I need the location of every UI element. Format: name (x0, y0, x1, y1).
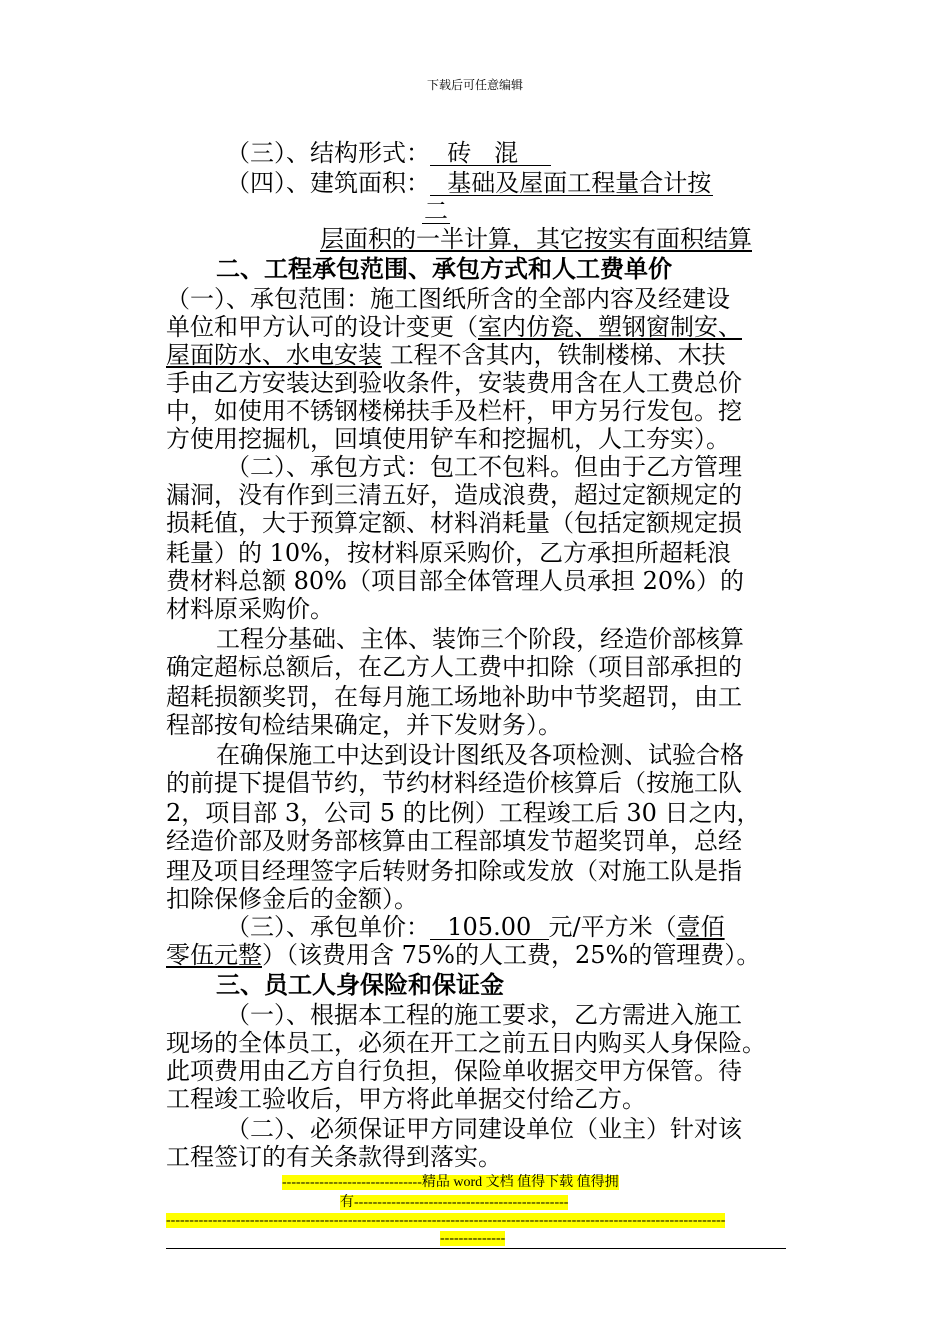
save-line-6: 扣除保修金后的金额）。 (166, 885, 418, 913)
method-line-2: 漏洞，没有作到三清五好，造成浪费，超过定额规定的 (166, 481, 742, 509)
save-line-3: 2，项目部 3，公司 5 的比例）工程竣工后 30 日之内， (166, 799, 761, 827)
insurance-line-1: （一）、根据本工程的施工要求，乙方需进入施工 (226, 1001, 742, 1029)
scope-line-5: 中，如使用不锈钢楼梯扶手及栏杆，甲方另行发包。挖 (166, 397, 742, 425)
page-header: 下载后可任意编辑 (426, 78, 523, 92)
area-value-continued: 二 (424, 197, 448, 225)
footer-line-2: 有---------------------------------------------- (340, 1195, 569, 1210)
footer-line-4: -------------- (440, 1231, 506, 1246)
method-line-4: 耗量）的 10%，按材料原采购价，乙方承担所超耗浪 (166, 539, 731, 567)
price-value: 105.00 (432, 913, 547, 941)
structure-label: （三）、结构形式： (226, 139, 430, 167)
insurance-line-4: 工程竣工验收后，甲方将此单据交付给乙方。 (166, 1085, 646, 1113)
insurance-line-5: （二）、必须保证甲方同建设单位（业主）针对该 (226, 1115, 742, 1143)
method-line-3: 损耗值，大于预算定额、材料消耗量（包括定额规定损 (166, 509, 742, 537)
stage-line-4: 程部按旬检结果确定，并下发财务）。 (166, 711, 562, 739)
scope-line-1: （一）、承包范围：施工图纸所含的全部内容及经建设 (166, 285, 730, 313)
area-label: （四）、建筑面积： (226, 169, 430, 197)
save-line-4: 经造价部及财务部核算由工程部填发节超奖罚单，总经 (166, 827, 742, 855)
scope-line-4: 手由乙方安装达到验收条件，安装费用含在人工费总价 (166, 369, 742, 397)
scope-line-2: 单位和甲方认可的设计变更（室内仿瓷、塑钢窗制安、 (166, 313, 742, 341)
structure-line (226, 138, 846, 168)
footer-rule (166, 1248, 786, 1249)
stage-line-2: 确定超标总额后，在乙方人工费中扣除（项目部承担的 (166, 653, 742, 681)
area-value: 基础及屋面工程量合计按 (432, 169, 712, 197)
price-line-2: 零伍元整）（该费用含 75%的人工费，25%的管理费）。 (166, 941, 761, 969)
scope-line-6: 方使用挖掘机，回填使用铲车和挖掘机，人工夯实）。 (166, 425, 730, 453)
area-line (226, 168, 846, 198)
method-line-1: （二）、承包方式：包工不包料。但由于乙方管理 (226, 453, 742, 481)
method-line-6: 材料原采购价。 (166, 595, 334, 623)
scope-line-3: 屋面防水、水电安装 工程不含其内，铁制楼梯、木扶 (166, 341, 726, 369)
save-line-2: 的前提下提倡节约，节约材料经造价核算后（按施工队 (166, 769, 742, 797)
insurance-line-3: 此项费用由乙方自行负担，保险单收据交甲方保管。待 (166, 1057, 742, 1085)
method-line-5: 费材料总额 80%（项目部全体管理人员承担 20%）的 (166, 567, 744, 595)
save-line-1: 在确保施工中达到设计图纸及各项检测、试验合格 (216, 741, 744, 769)
area-line-3: 层面积的一半计算，其它按实有面积结算 (320, 225, 752, 253)
save-line-5: 理及项目经理签字后转财务扣除或发放（对施工队是指 (166, 857, 742, 885)
stage-line-3: 超耗损额奖罚，在每月施工场地补助中节奖超罚，由工 (166, 683, 742, 711)
footer-line-3: ------------------------------------------------------------------------------------------------------------------------ (166, 1213, 726, 1228)
structure-value: 砖 混 (432, 139, 549, 167)
insurance-line-2: 现场的全体员工，必须在开工之前五日内购买人身保险。 (166, 1029, 766, 1057)
section-3-heading: 三、员工人身保险和保证金 (216, 970, 504, 999)
footer-line-1: ------------------------------精品 word 文档 值得下载 值得拥 (282, 1175, 619, 1190)
insurance-line-6: 工程签订的有关条款得到落实。 (166, 1143, 502, 1171)
stage-line-1: 工程分基础、主体、装饰三个阶段，经造价部核算 (216, 625, 744, 653)
section-2-heading: 二、工程承包范围、承包方式和人工费单价 (216, 254, 672, 283)
price-line-1: （三）、承包单价： 105.00 元/平方米（壹佰 (226, 913, 725, 941)
